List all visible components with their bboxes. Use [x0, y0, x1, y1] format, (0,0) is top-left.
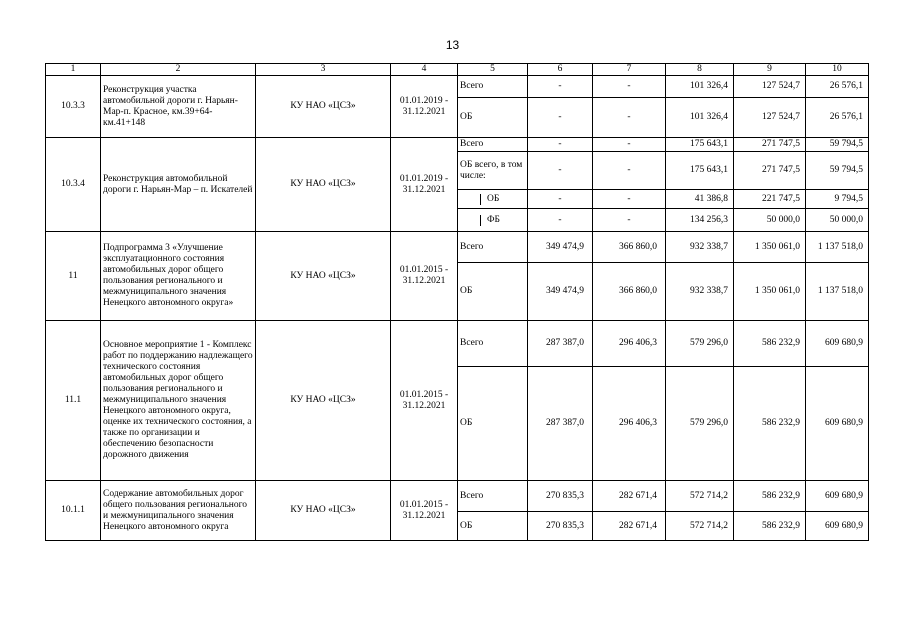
row-code: 10.3.4 [46, 138, 101, 232]
value-cell: 282 671,4 [593, 481, 666, 512]
funding-source: ФБ [487, 214, 500, 225]
column-header: 10 [806, 64, 869, 76]
row-name: Подпрограмма 3 «Улучшение эксплуатационного состояния автомобильных дорог общего пользования регионального и межмуниципального значения Ненецкого автономного округа» [101, 232, 256, 321]
row-code: 11 [46, 232, 101, 321]
row-name: Основное мероприятие 1 - Комплекс работ по поддержанию надлежащего технического состояния автомобильных дорог общего пользования регионального и межмуниципального значения Ненецкого автономного округа, оценке их технического состояния, а также по организации и обеспечению безопасности дорожного движения [101, 321, 256, 481]
value-cell: 287 387,0 [528, 321, 593, 367]
column-header: 7 [593, 64, 666, 76]
column-header: 4 [391, 64, 458, 76]
row-period: 01.01.2015 - 31.12.2021 [391, 481, 458, 541]
funding-source: ОБ [458, 512, 528, 541]
value-cell: 270 835,3 [528, 512, 593, 541]
value-cell: - [528, 98, 593, 138]
funding-source: Всего [458, 481, 528, 512]
funding-source: ОБ [487, 193, 500, 204]
value-cell: 41 386,8 [666, 190, 734, 209]
value-cell: 586 232,9 [734, 367, 806, 481]
value-cell: 932 338,7 [666, 263, 734, 321]
row-name: Реконструкция автомобильной дороги г. Нарьян-Мар – п. Искателей [101, 138, 256, 232]
value-cell: - [528, 152, 593, 190]
value-cell: 9 794,5 [806, 190, 869, 209]
value-cell: - [528, 138, 593, 152]
column-header: 5 [458, 64, 528, 76]
column-header-row [46, 64, 869, 76]
funding-source: Всего [458, 321, 528, 367]
value-cell: 101 326,4 [666, 76, 734, 98]
indent-spacer [458, 194, 481, 205]
funding-subsource-cell [458, 190, 528, 209]
row-executor: КУ НАО «ЦСЗ» [256, 321, 391, 481]
row-executor: КУ НАО «ЦСЗ» [256, 138, 391, 232]
table-row [46, 321, 869, 367]
value-cell: 127 524,7 [734, 76, 806, 98]
row-executor: КУ НАО «ЦСЗ» [256, 481, 391, 541]
table-row [46, 76, 869, 98]
budget-table [45, 63, 869, 541]
value-cell: - [593, 138, 666, 152]
value-cell: 282 671,4 [593, 512, 666, 541]
value-cell: - [528, 209, 593, 232]
column-header: 9 [734, 64, 806, 76]
value-cell: 270 835,3 [528, 481, 593, 512]
value-cell: 175 643,1 [666, 152, 734, 190]
value-cell: - [593, 152, 666, 190]
funding-source: ОБ [458, 98, 528, 138]
value-cell: 26 576,1 [806, 76, 869, 98]
value-cell: 1 137 518,0 [806, 263, 869, 321]
value-cell: 366 860,0 [593, 232, 666, 263]
value-cell: 101 326,4 [666, 98, 734, 138]
value-cell: 932 338,7 [666, 232, 734, 263]
value-cell: - [593, 209, 666, 232]
value-cell: 349 474,9 [528, 232, 593, 263]
funding-source: ОБ [458, 367, 528, 481]
value-cell: 296 406,3 [593, 367, 666, 481]
value-cell: 609 680,9 [806, 481, 869, 512]
table-row [46, 138, 869, 152]
funding-source: Всего [458, 138, 528, 152]
funding-source: ОБ всего, в том числе: [458, 152, 528, 190]
value-cell: 586 232,9 [734, 481, 806, 512]
value-cell: 50 000,0 [734, 209, 806, 232]
table-row [46, 481, 869, 512]
value-cell: 349 474,9 [528, 263, 593, 321]
value-cell: 572 714,2 [666, 481, 734, 512]
value-cell: 586 232,9 [734, 512, 806, 541]
table-row [46, 232, 869, 263]
value-cell: - [593, 76, 666, 98]
column-header: 6 [528, 64, 593, 76]
value-cell: 1 137 518,0 [806, 232, 869, 263]
indent-spacer [458, 215, 481, 226]
value-cell: - [593, 98, 666, 138]
row-period: 01.01.2015 - 31.12.2021 [391, 321, 458, 481]
value-cell: - [528, 76, 593, 98]
value-cell: 366 860,0 [593, 263, 666, 321]
value-cell: 59 794,5 [806, 152, 869, 190]
value-cell: 50 000,0 [806, 209, 869, 232]
row-code: 10.1.1 [46, 481, 101, 541]
value-cell: 579 296,0 [666, 367, 734, 481]
row-code: 11.1 [46, 321, 101, 481]
value-cell: 609 680,9 [806, 367, 869, 481]
value-cell: 1 350 061,0 [734, 263, 806, 321]
row-name: Реконструкция участка автомобильной дороги г. Нарьян-Мар-п. Красное, км.39+64-км.41+148 [101, 76, 256, 138]
funding-subsource-cell [458, 209, 528, 232]
value-cell: 127 524,7 [734, 98, 806, 138]
row-executor: КУ НАО «ЦСЗ» [256, 232, 391, 321]
funding-subsource-layout [458, 194, 527, 205]
column-header: 3 [256, 64, 391, 76]
column-header: 2 [101, 64, 256, 76]
value-cell: 609 680,9 [806, 512, 869, 541]
page-number: 13 [445, 38, 460, 52]
funding-subsource-layout [458, 215, 527, 226]
column-header: 8 [666, 64, 734, 76]
value-cell: 287 387,0 [528, 367, 593, 481]
value-cell: 572 714,2 [666, 512, 734, 541]
value-cell: 221 747,5 [734, 190, 806, 209]
value-cell: 26 576,1 [806, 98, 869, 138]
value-cell: 609 680,9 [806, 321, 869, 367]
value-cell: 271 747,5 [734, 138, 806, 152]
value-cell: 175 643,1 [666, 138, 734, 152]
funding-source: Всего [458, 76, 528, 98]
value-cell: - [593, 190, 666, 209]
value-cell: 296 406,3 [593, 321, 666, 367]
row-period: 01.01.2019 - 31.12.2021 [391, 76, 458, 138]
value-cell: 1 350 061,0 [734, 232, 806, 263]
funding-source: ОБ [458, 263, 528, 321]
row-executor: КУ НАО «ЦСЗ» [256, 76, 391, 138]
funding-source: Всего [458, 232, 528, 263]
row-code: 10.3.3 [46, 76, 101, 138]
value-cell: 271 747,5 [734, 152, 806, 190]
value-cell: 59 794,5 [806, 138, 869, 152]
value-cell: 586 232,9 [734, 321, 806, 367]
row-name: Содержание автомобильных дорог общего пользования регионального и межмуниципального значения Ненецкого автономного округа [101, 481, 256, 541]
value-cell: 134 256,3 [666, 209, 734, 232]
row-period: 01.01.2019 - 31.12.2021 [391, 138, 458, 232]
value-cell: 579 296,0 [666, 321, 734, 367]
value-cell: - [528, 190, 593, 209]
row-period: 01.01.2015 - 31.12.2021 [391, 232, 458, 321]
column-header: 1 [46, 64, 101, 76]
